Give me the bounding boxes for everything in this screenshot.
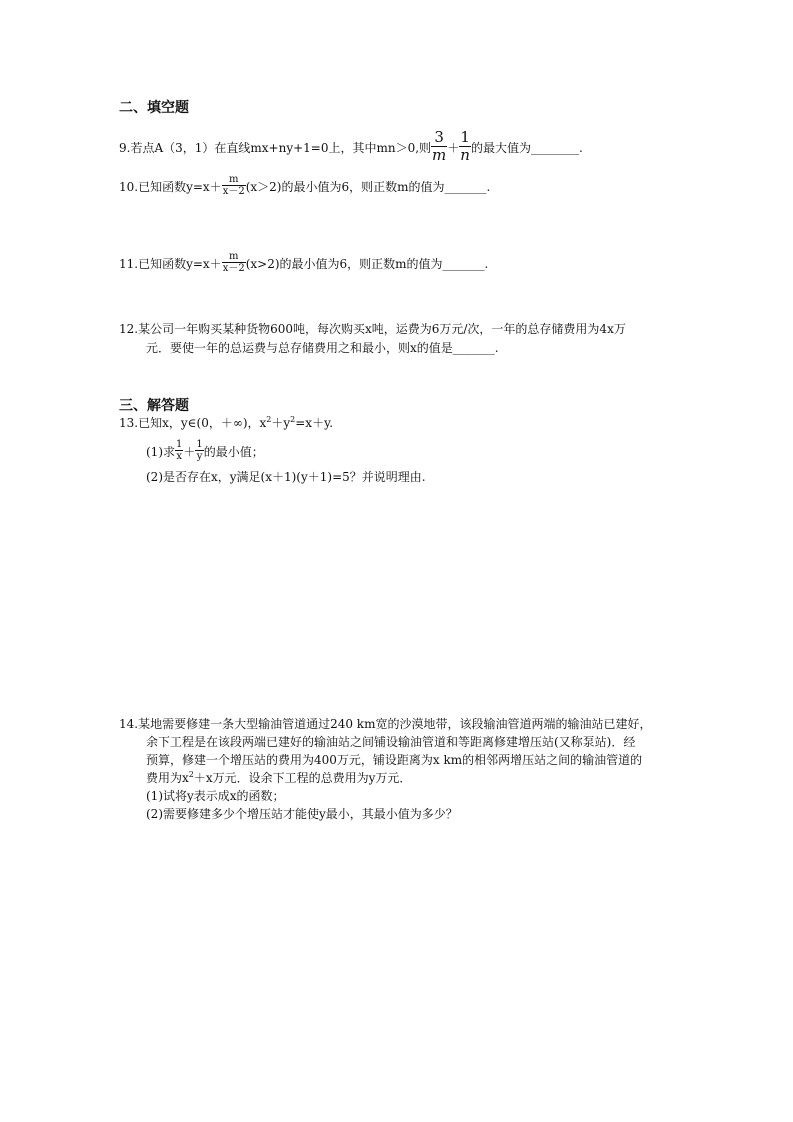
fraction-1-over-x: $\frac{1}{x}$ xyxy=(176,439,183,462)
fraction-3-over-m: $\frac{3}{m}$ xyxy=(432,128,447,164)
plus-sign: ＋ xyxy=(447,141,460,155)
question-10 xyxy=(119,176,490,199)
question-14-part-1: (1)试将y表示成x的函数； xyxy=(146,789,285,803)
fraction-m-over-x-minus-2: $\frac{m}{x-2}$ xyxy=(222,174,245,197)
question-13-stem: 13.已知x，y∈(0，＋∞)，$x^2+y^2=x+y$. xyxy=(119,415,334,430)
question-9-lead: 9.若点A（3，1）在直线mx+ny+1=0上，其中mn＞0,则 xyxy=(119,141,432,155)
question-14-line-1: 14.某地需要修建一条大型输油管道通过240 km宽的沙漠地带，该段输油管道两端的输油站已建好， xyxy=(119,717,652,731)
fraction-1-over-y: $\frac{1}{y}$ xyxy=(196,439,203,462)
question-12-line-2: 元．要使一年的总运费与总存储费用之和最小，则x的值是_______. xyxy=(146,341,499,355)
question-13-part-1: (1)求 $\frac{1}{x}$ ＋ $\frac{1}{y}$ 的最小值； xyxy=(146,439,264,462)
question-11 xyxy=(119,253,488,276)
question-14-line-4: 费用为$x^2+x$万元．设余下工程的总费用为y万元． xyxy=(146,770,412,785)
question-14-line-3: 预算，修建一个增压站的费用为400万元，铺设距离为x km的相邻两增压站之间的输油管道的 xyxy=(146,753,643,767)
section-heading-solve: 三、解答题 xyxy=(119,398,189,414)
question-11-lead: 11.已知函数y=x＋ xyxy=(119,257,222,271)
question-11-tail: (x>2)的最小值为6，则正数m的值为_______. xyxy=(245,257,489,271)
fraction-m-over-x-minus-2: $\frac{m}{x-2}$ xyxy=(222,251,245,274)
question-10-lead: 10.已知函数y=x＋ xyxy=(119,180,222,194)
question-10-tail: (x＞2)的最小值为6，则正数m的值为_______. xyxy=(245,180,491,194)
question-9-tail: 的最大值为________. xyxy=(470,141,583,155)
question-14-line-2: 余下工程是在该段两端已建好的输油站之间铺设输油管道和等距离修建增压站(又称泵站)．经 xyxy=(146,735,636,749)
section-heading-fill-blank: 二、填空题 xyxy=(119,100,189,116)
question-9 xyxy=(119,128,583,166)
question-13-part-2: (2)是否存在x，y满足(x＋1)(y＋1)=5？并说明理由. xyxy=(146,470,426,484)
question-12-line-1: 12.某公司一年购买某种货物600吨，每次购买x吨，运费为6万元/次，一年的总存储费用为4x万 xyxy=(119,322,626,336)
question-14-part-2: (2)需要修建多少个增压站才能使y最小，其最小值为多少？ xyxy=(146,807,458,821)
fraction-1-over-n: $\frac{1}{n}$ xyxy=(460,128,470,164)
